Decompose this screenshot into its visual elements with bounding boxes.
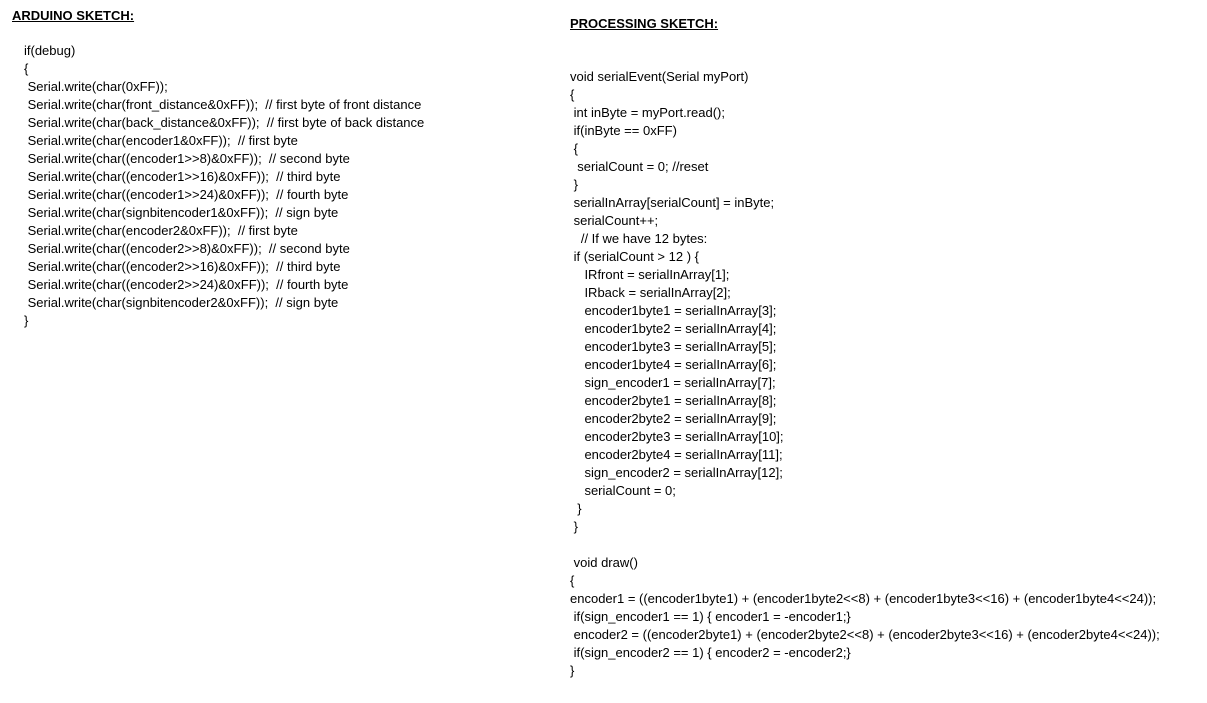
arduino-sketch-heading: ARDUINO SKETCH:: [12, 8, 135, 23]
code-line: serialCount = 0; //reset: [570, 159, 709, 174]
code-line: int inByte = myPort.read();: [570, 105, 725, 120]
processing-code-block: [570, 68, 1160, 680]
code-line: if (serialCount > 12 ) {: [570, 249, 699, 264]
code-line: [570, 536, 1160, 554]
code-line: encoder1byte2 = serialInArray[4];: [570, 321, 777, 336]
code-line: {: [570, 141, 578, 156]
code-line: sign_encoder2 = serialInArray[12];: [570, 465, 783, 480]
code-line: void serialEvent(Serial myPort): [570, 69, 749, 84]
code-line: Serial.write(char(0xFF));: [24, 79, 168, 94]
code-line: encoder2byte3 = serialInArray[10];: [570, 429, 784, 444]
code-line: Serial.write(char((encoder2>>16)&0xFF)); // third byte: [24, 259, 341, 274]
code-line: Serial.write(char(encoder2&0xFF)); // first byte: [24, 223, 298, 238]
code-line: }: [570, 501, 582, 516]
code-line: {: [570, 87, 575, 102]
code-line: Serial.write(char(signbitencoder2&0xFF)); // sign byte: [24, 295, 339, 310]
arduino-code-block: [24, 42, 424, 330]
code-line: IRback = serialInArray[2];: [570, 285, 731, 300]
code-line: if(debug): [24, 43, 76, 58]
processing-sketch-heading: PROCESSING SKETCH:: [570, 16, 719, 31]
code-line: void draw(): [570, 555, 638, 570]
code-line: Serial.write(char((encoder2>>8)&0xFF)); // second byte: [24, 241, 350, 256]
code-line: serialInArray[serialCount] = inByte;: [570, 195, 775, 210]
code-line: }: [570, 519, 578, 534]
code-line: IRfront = serialInArray[1];: [570, 267, 730, 282]
code-line: Serial.write(char((encoder1>>16)&0xFF)); // third byte: [24, 169, 341, 184]
code-line: Serial.write(char((encoder1>>8)&0xFF)); // second byte: [24, 151, 350, 166]
code-line: if(sign_encoder1 == 1) { encoder1 = -encoder1;}: [570, 609, 851, 624]
code-line: encoder1 = ((encoder1byte1) + (encoder1byte2<<8) + (encoder1byte3<<16) + (encoder1byte4<<24));: [570, 591, 1157, 606]
code-line: Serial.write(char(back_distance&0xFF)); // first byte of back distance: [24, 115, 425, 130]
code-line: encoder1byte1 = serialInArray[3];: [570, 303, 777, 318]
code-line: }: [24, 313, 29, 328]
code-line: Serial.write(char(front_distance&0xFF)); // first byte of front distance: [24, 97, 422, 112]
code-line: encoder2 = ((encoder2byte1) + (encoder2byte2<<8) + (encoder2byte3<<16) + (encoder2byte4<<24));: [570, 627, 1160, 642]
code-line: sign_encoder1 = serialInArray[7];: [570, 375, 776, 390]
code-line: encoder2byte2 = serialInArray[9];: [570, 411, 777, 426]
code-line: }: [570, 177, 578, 192]
code-line: Serial.write(char(encoder1&0xFF)); // first byte: [24, 133, 298, 148]
code-line: encoder2byte1 = serialInArray[8];: [570, 393, 777, 408]
code-line: Serial.write(char(signbitencoder1&0xFF)); // sign byte: [24, 205, 339, 220]
code-line: // If we have 12 bytes:: [570, 231, 708, 246]
code-line: Serial.write(char((encoder1>>24)&0xFF)); // fourth byte: [24, 187, 349, 202]
code-line: encoder1byte4 = serialInArray[6];: [570, 357, 777, 372]
code-line: encoder2byte4 = serialInArray[11];: [570, 447, 783, 462]
code-line: serialCount++;: [570, 213, 659, 228]
code-line: Serial.write(char((encoder2>>24)&0xFF)); // fourth byte: [24, 277, 349, 292]
code-line: encoder1byte3 = serialInArray[5];: [570, 339, 777, 354]
code-line: {: [570, 573, 575, 588]
code-line: serialCount = 0;: [570, 483, 676, 498]
code-line: }: [570, 663, 575, 678]
code-line: {: [24, 61, 29, 76]
code-line: if(sign_encoder2 == 1) { encoder2 = -encoder2;}: [570, 645, 851, 660]
code-line: if(inByte == 0xFF): [570, 123, 677, 138]
